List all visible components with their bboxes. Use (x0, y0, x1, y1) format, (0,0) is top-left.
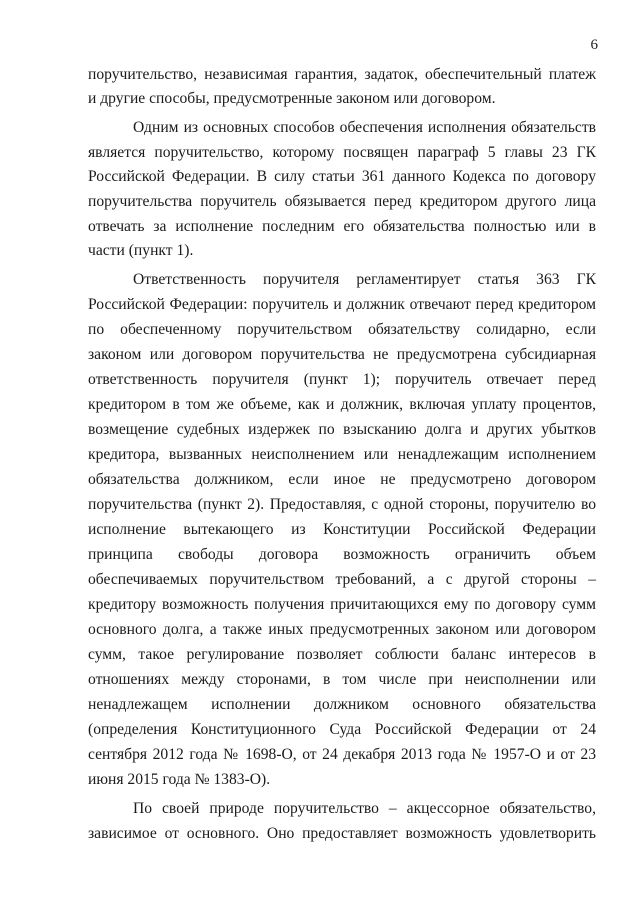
text-line: зависимое от основного. Оно предоставляет возможность удовлетворить (88, 825, 596, 842)
text-line: отвечать за исполнение последним его обязательства полностью или в (88, 218, 596, 235)
text-line: Российской Федерации: поручитель и должник отвечают перед кредитором (88, 296, 596, 313)
text-line: обязательства должником, если иное не предусмотрено договором (88, 471, 596, 488)
text-line: Ответственность поручителя регламентирует статья 363 ГК (133, 271, 596, 288)
text-line: По своей природе поручительство – акцессорное обязательство, (133, 800, 596, 817)
text-line: поручительство, независимая гарантия, задаток, обеспечительный платеж (88, 66, 596, 83)
text-line: поручительства поручитель обязывается перед кредитором другого лица (88, 193, 596, 210)
text-line: отношениях между сторонами, в том числе при неисполнении или (88, 671, 596, 688)
text-line: принципа свободы договора возможность ограничить объем (88, 546, 596, 563)
text-line: и другие способы, предусмотренные законом или договором. (88, 90, 496, 107)
text-line: кредитором в том же объеме, как и должник, включая уплату процентов, (88, 396, 596, 413)
text-line: обеспечиваемых поручительством требований, а с другой стороны – (88, 571, 596, 588)
text-line: по обеспеченному поручительством обязательству солидарно, если (88, 321, 596, 338)
text-line: поручительства (пункт 2). Предоставляя, с одной стороны, поручителю во (88, 496, 596, 513)
text-line: Одним из основных способов обеспечения исполнения обязательств (133, 119, 596, 136)
text-line: кредитора, вызванных неисполнением или ненадлежащим исполнением (88, 446, 596, 463)
text-line: является поручительство, которому посвящен параграф 5 главы 23 ГК (88, 144, 596, 161)
text-line: сумм, такое регулирование позволяет соблюсти баланс интересов в (88, 646, 596, 663)
text-line: кредитору возможность получения причитающихся ему по договору сумм (88, 596, 596, 613)
text-line: сентября 2012 года № 1698-О, от 24 декабря 2013 года № 1957-О и от 23 (88, 746, 596, 763)
text-line: (определения Конституционного Суда Российской Федерации от 24 (88, 721, 596, 738)
text-line: возмещение судебных издержек по взысканию долга и других убытков (88, 421, 596, 438)
page-number: 6 (590, 37, 598, 53)
text-line: ответственность поручителя (пункт 1); поручитель отвечает перед (88, 371, 596, 388)
text-line: основного долга, а также иных предусмотренных законом или договором (88, 621, 596, 638)
text-line: исполнение вытекающего из Конституции Российской Федерации (88, 521, 596, 538)
text-line: законом или договором поручительства не предусмотрена субсидиарная (88, 346, 596, 363)
text-line: ненадлежащем исполнении должником основного обязательства (88, 696, 596, 713)
text-line: части (пункт 1). (88, 242, 194, 259)
text-line: Российской Федерации. В силу статьи 361 данного Кодекса по договору (88, 168, 596, 185)
text-line: июня 2015 года № 1383-О). (88, 771, 271, 788)
